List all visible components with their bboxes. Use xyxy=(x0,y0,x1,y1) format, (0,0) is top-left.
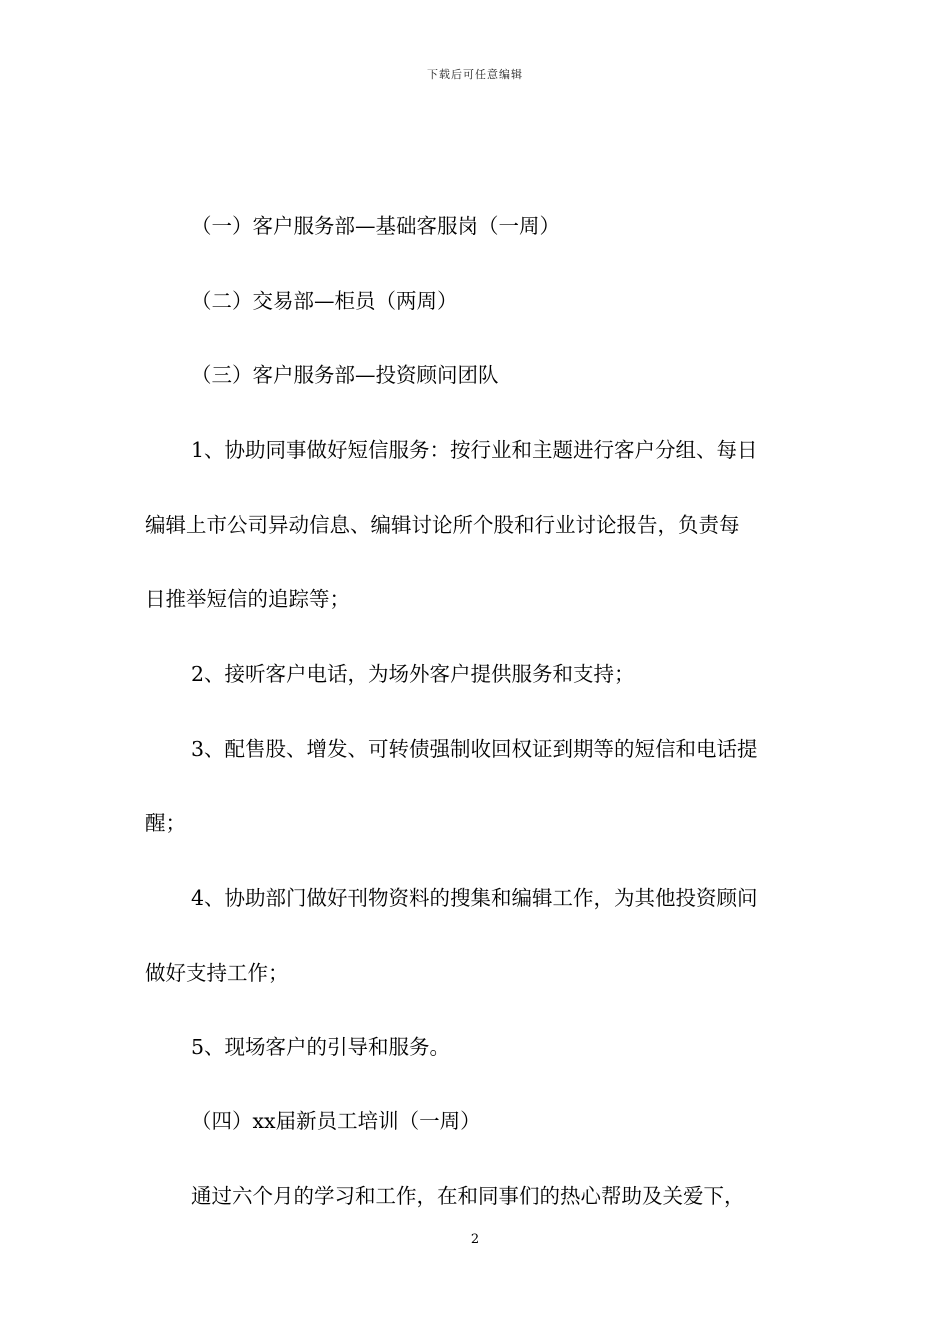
paragraph-line: 通过六个月的学习和工作，在和同事们的热心帮助及关爱下， xyxy=(191,1184,745,1208)
paragraph-line: 3、配售股、增发、可转债强制收回权证到期等的短信和电话提 xyxy=(191,737,758,761)
paragraph-line: 1、协助同事做好短信服务：按行业和主题进行客户分组、每日 xyxy=(191,438,758,462)
paragraph-line: 醒； xyxy=(145,811,186,835)
paragraph-line: 4、协助部门做好刊物资料的搜集和编辑工作，为其他投资顾问 xyxy=(191,886,758,910)
section-heading-2: （二）交易部—柜员（两周） xyxy=(191,289,458,313)
section-heading-4: （四）xx届新员工培训（一周） xyxy=(191,1109,481,1133)
section-heading-3: （三）客户服务部—投资顾问团队 xyxy=(191,363,499,387)
page-header: 下载后可任意编辑 xyxy=(427,68,523,81)
section-heading-1: （一）客户服务部—基础客服岗（一周） xyxy=(191,214,560,238)
paragraph-line: 编辑上市公司异动信息、编辑讨论所个股和行业讨论报告，负责每 xyxy=(145,513,740,537)
paragraph-line: 5、现场客户的引导和服务。 xyxy=(191,1035,451,1059)
page-number: 2 xyxy=(470,1232,480,1247)
paragraph-line: 2、接听客户电话，为场外客户提供服务和支持； xyxy=(191,662,635,686)
paragraph-line: 日推举短信的追踪等； xyxy=(145,587,350,611)
paragraph-line: 做好支持工作； xyxy=(145,961,289,985)
